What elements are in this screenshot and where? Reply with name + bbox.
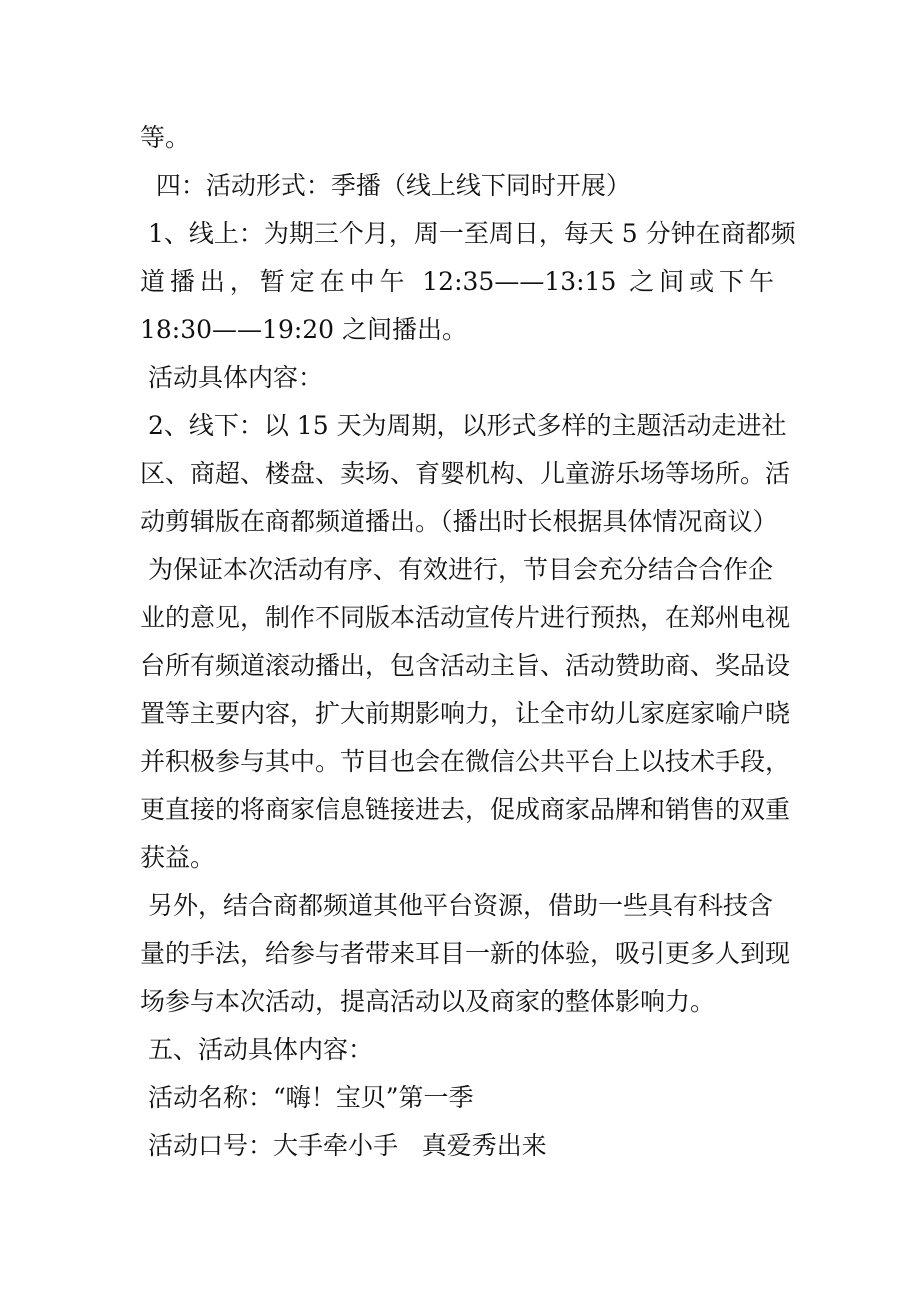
text-line: 量的手法，给参与者带来耳目一新的体验，吸引更多人到现 (140, 939, 791, 968)
text-line: 2、线下：以 15 天为周期，以形式多样的主题活动走进社 (140, 411, 787, 440)
text-line: 等。 (140, 123, 191, 152)
text-line: 为保证本次活动有序、有效进行，节目会充分结合合作企 (140, 555, 773, 584)
text-line: 另外，结合商都频道其他平台资源，借助一些具有科技含 (140, 891, 773, 920)
text-line: 获益。 (140, 843, 216, 872)
text-line: 区、商超、楼盘、卖场、育婴机构、儿童游乐场等场所。活 (140, 459, 791, 488)
text-line: 道播出，暂定在中午 12:35——13:15 之间或下午 (140, 267, 774, 296)
text-line: 18:30——19:20 之间播出。 (140, 315, 468, 344)
text-line: 台所有频道滚动播出，包含活动主旨、活动赞助商、奖品设 (140, 651, 791, 680)
section-heading-5: 五、活动具体内容： (140, 1035, 373, 1064)
activity-slogan: 活动口号：大手牵小手 真爱秀出来 (140, 1131, 547, 1160)
section-heading-4: 四：活动形式：季播（线上线下同时开展） (140, 171, 631, 200)
subheading: 活动具体内容： (140, 363, 323, 392)
text-line: 并积极参与其中。节目也会在微信公共平台上以技术手段， (140, 747, 791, 776)
text-line: 场参与本次活动，提高活动以及商家的整体影响力。 (140, 987, 716, 1016)
text-line: 更直接的将商家信息链接进去，促成商家品牌和销售的双重 (140, 795, 791, 824)
activity-name: 活动名称：“嗨！宝贝”第一季 (140, 1083, 474, 1112)
text-line: 业的意见，制作不同版本活动宣传片进行预热，在郑州电视 (140, 603, 791, 632)
text-line: 动剪辑版在商都频道播出。（播出时长根据具体情况商议） (140, 507, 778, 536)
text-line: 1、线上：为期三个月，周一至周日，每天 5 分钟在商都频 (140, 219, 796, 248)
text-line: 置等主要内容，扩大前期影响力，让全市幼儿家庭家喻户晓 (140, 699, 791, 728)
